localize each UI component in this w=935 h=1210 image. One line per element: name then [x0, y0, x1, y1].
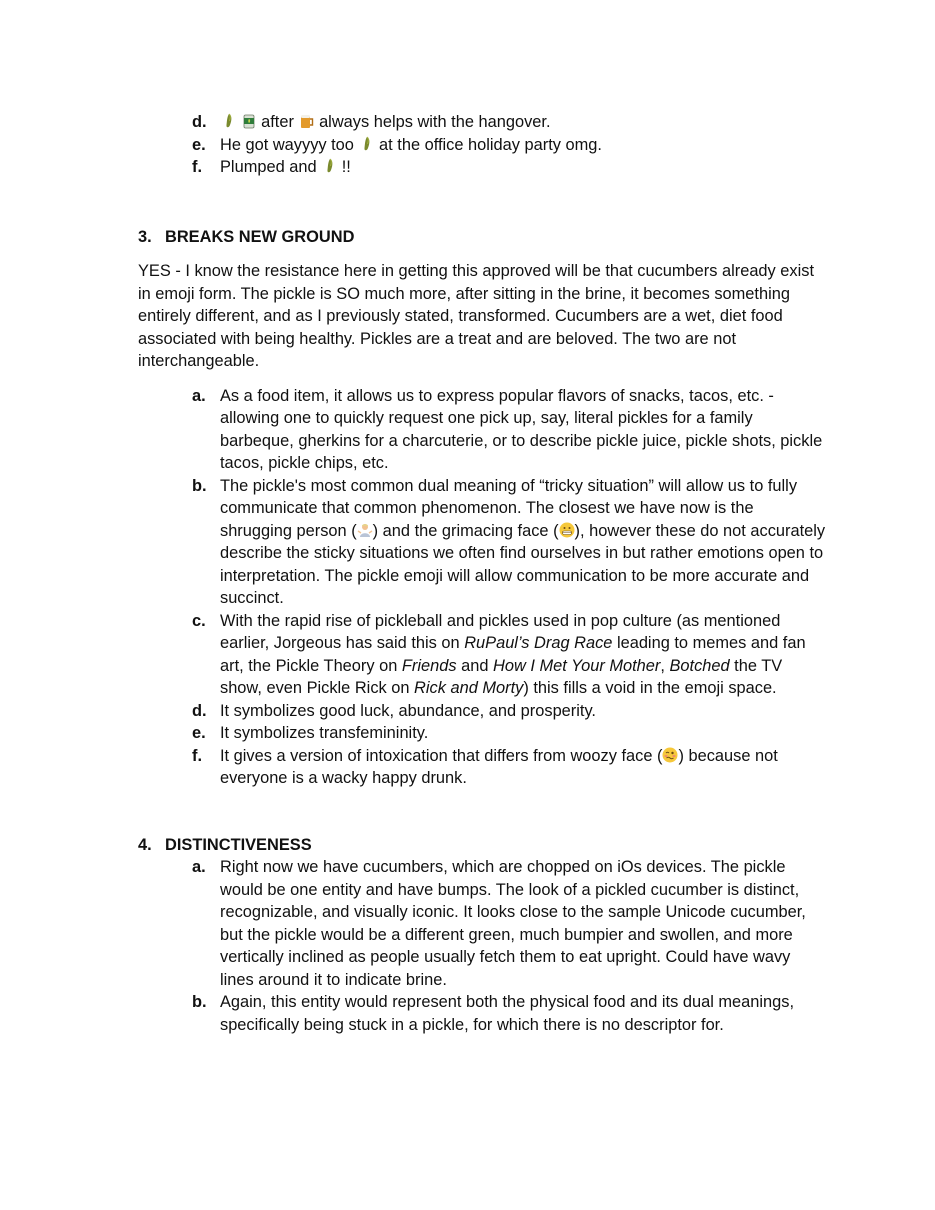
- before-text: Plumped and: [220, 158, 317, 176]
- list-item: [138, 856, 828, 991]
- section-number: 3.: [138, 227, 152, 246]
- list-item: [138, 385, 828, 475]
- section-4-list: [138, 856, 828, 1036]
- section-title: DISTINCTIVENESS: [165, 835, 312, 854]
- list-text: [220, 111, 826, 134]
- text-part: leading to memes and fan art, the Pickle Theory on: [220, 634, 806, 675]
- italic-title: Rick and Morty: [414, 679, 524, 697]
- list-item: [138, 991, 828, 1036]
- list-letter: b.: [192, 476, 207, 495]
- list-text: [220, 156, 826, 179]
- document-page: [138, 111, 828, 1036]
- list-text: [220, 475, 826, 610]
- text-part: ,: [660, 656, 670, 675]
- pickle-icon: [321, 158, 337, 174]
- list-text: [220, 134, 826, 157]
- list-item: [138, 610, 828, 700]
- list-letter: b.: [192, 993, 207, 1011]
- list-item: [138, 700, 828, 723]
- list-item: [138, 745, 828, 790]
- list-text: It symbolizes good luck, abundance, and prosperity.: [220, 701, 596, 720]
- before-text: He got wayyyy too: [220, 135, 354, 154]
- list-text: Again, this entity would represent both the physical food and its dual meanings, specifically being stuck in a pickle, for which there is no descriptor for.: [220, 993, 795, 1034]
- text-part: ), however these do not accurately describe the sticky situations we often find ourselves in but rather emotions open to interpretation. The pickle emoji will allow communication to be more accurate and succinct.: [220, 521, 826, 607]
- list-text: [220, 745, 826, 790]
- list-letter: d.: [192, 701, 207, 720]
- section-2-list-tail: [138, 111, 828, 179]
- list-letter: c.: [192, 611, 206, 630]
- text-part: the TV show, even Pickle Rick on: [220, 656, 783, 697]
- italic-title: Friends: [401, 656, 457, 675]
- text-part: ) because not everyone is a wacky happy drunk.: [220, 746, 778, 787]
- list-letter: a.: [192, 386, 206, 405]
- shrugging-person-icon: [357, 522, 373, 538]
- italic-title: Botched: [669, 656, 730, 675]
- text-part: and: [456, 656, 494, 675]
- list-letter: f.: [192, 158, 203, 176]
- grimacing-face-icon: [559, 522, 575, 538]
- list-text: [220, 610, 826, 700]
- list-text: Right now we have cucumbers, which are chopped on iOs devices. The pickle would be one entity and have bumps. The look of a pickled cucumber is distinct, recognizable, and visually iconic. It looks close to the sample Unicode cucumber, but the pickle would be a different green, much bumpier and swollen, and more vertically inclined as people usually fetch them to eat upright. Could have wavy lines around it to indicate brine.: [220, 858, 806, 989]
- list-letter: a.: [192, 858, 206, 876]
- list-letter: e.: [192, 724, 206, 742]
- rest-text: always helps with the hangover.: [319, 113, 551, 131]
- beer-mug-icon: [299, 113, 315, 129]
- section-number: 4.: [138, 835, 152, 854]
- section-title: BREAKS NEW GROUND: [165, 227, 355, 246]
- text-part: It gives a version of intoxication that differs from woozy face (: [220, 746, 663, 765]
- text-part: The pickle's most common dual meaning of “tricky situation” will allow us to fully communicate that common phenomenon. The closest we have now is the shrugging person (: [220, 476, 798, 540]
- list-letter: e.: [192, 135, 206, 154]
- italic-title: How I Met Your Mother: [493, 656, 661, 675]
- italic-title: RuPaul’s Drag Race: [464, 634, 613, 652]
- list-text: As a food item, it allows us to express popular flavors of snacks, tacos, etc. - allowing one to quickly request one pick up, say, literal pickles for a family barbeque, gherkins for a charcuterie, or to describe pickle juice, pickle shots, pickle tacos, pickle chips, etc.: [220, 386, 823, 472]
- list-item: [138, 475, 828, 610]
- list-letter: d.: [192, 113, 207, 131]
- list-item: [138, 111, 828, 134]
- text-part: ) this fills a void in the emoji space.: [523, 679, 777, 697]
- woozy-face-icon: [662, 747, 678, 763]
- list-item: [138, 156, 828, 179]
- section-3-list: [138, 385, 828, 790]
- text-part: ) and the grimacing face (: [372, 521, 559, 540]
- after-text: after: [261, 113, 294, 131]
- section-4-heading: [138, 834, 828, 857]
- list-item: [138, 722, 828, 745]
- after-text: !!: [341, 158, 351, 176]
- after-text: at the office holiday party omg.: [379, 135, 602, 154]
- text-part: With the rapid rise of pickleball and pickles used in pop culture (as mentioned earlier, Jorgeous has said this on: [220, 611, 781, 652]
- pickle-icon: [220, 113, 236, 129]
- list-item: [138, 134, 828, 157]
- list-letter: f.: [192, 746, 203, 765]
- pickle-icon: [358, 136, 374, 152]
- pickle-juice-can-icon: [241, 113, 257, 129]
- section-3-intro: YES - I know the resistance here in getting this approved will be that cucumbers already exist in emoji form. The pickle is SO much more, after sitting in the brine, it becomes something entirely different, and as I previously stated, transformed. Cucumbers are a wet, diet food associated with being healthy. Pickles are a treat and are beloved. The two are not interchangeable.: [138, 262, 815, 370]
- list-text: It symbolizes transfemininity.: [220, 724, 429, 742]
- section-3-heading: [138, 226, 828, 249]
